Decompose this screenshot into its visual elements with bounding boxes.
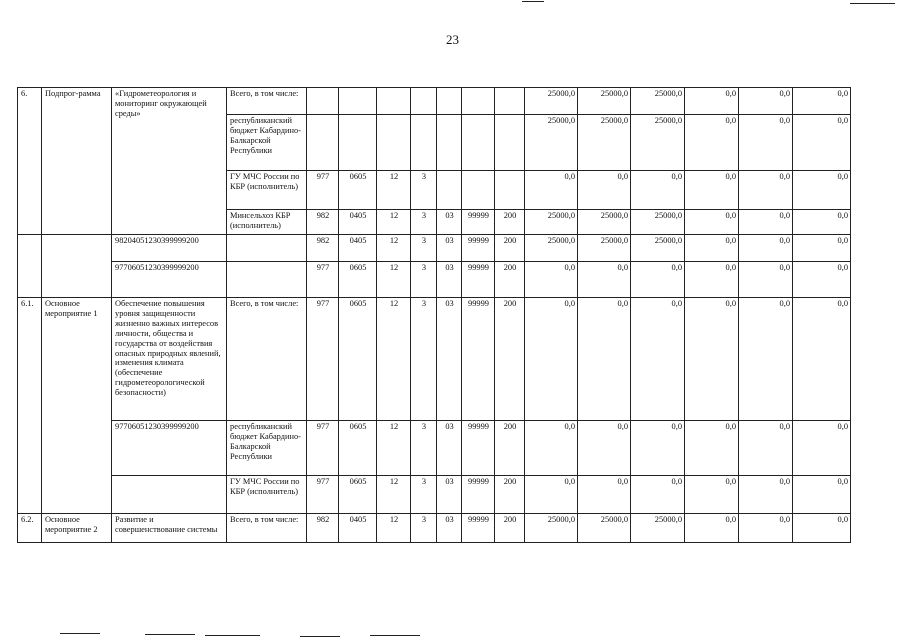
- cell-grbs: [307, 88, 339, 115]
- cell-gp: 12: [377, 421, 411, 476]
- cell-vr: 200: [495, 421, 525, 476]
- cell-om: [437, 88, 462, 115]
- value-4: 0,0: [685, 235, 739, 262]
- value-2: 25000,0: [578, 210, 631, 235]
- row-number: 6.: [18, 88, 42, 235]
- funding-source: ГУ МЧС России по КБР (исполнитель): [227, 171, 307, 210]
- budget-table: [17, 87, 851, 543]
- value-5: 0,0: [739, 171, 793, 210]
- row-name: «Гидрометеорология и мониторинг окружающей среды»: [112, 88, 227, 235]
- cell-grbs: 977: [307, 476, 339, 514]
- row-name: Обеспечение повышения уровня защищенности жизненно важных интересов личности, общества и государства от воздействия опасных природных явлений, изменения климата (обеспечение гидрометеорологической безопасности): [112, 298, 227, 421]
- cell-gp: 12: [377, 171, 411, 210]
- cell-grbs: [307, 115, 339, 171]
- cell-vr: [495, 115, 525, 171]
- value-3: 0,0: [631, 171, 685, 210]
- value-2: 25000,0: [578, 88, 631, 115]
- value-6: 0,0: [793, 421, 851, 476]
- value-3: 25000,0: [631, 115, 685, 171]
- cell-rzpr: 0405: [339, 514, 377, 543]
- value-4: 0,0: [685, 88, 739, 115]
- value-5: 0,0: [739, 262, 793, 298]
- value-1: 0,0: [525, 262, 578, 298]
- value-3: 0,0: [631, 476, 685, 514]
- row-code: 98204051230399999200: [112, 235, 227, 262]
- value-6: 0,0: [793, 235, 851, 262]
- value-3: 0,0: [631, 262, 685, 298]
- cell-gp: [377, 88, 411, 115]
- value-5: 0,0: [739, 210, 793, 235]
- cell-om: [437, 115, 462, 171]
- funding-source: Всего, в том числе:: [227, 88, 307, 115]
- row-type: Основное мероприятие 2: [42, 514, 112, 543]
- cell-gp: 12: [377, 476, 411, 514]
- cell-gp: 12: [377, 210, 411, 235]
- value-5: 0,0: [739, 88, 793, 115]
- value-4: 0,0: [685, 171, 739, 210]
- value-2: 0,0: [578, 171, 631, 210]
- value-3: 0,0: [631, 421, 685, 476]
- row-code: [112, 476, 227, 514]
- cell-om: 03: [437, 476, 462, 514]
- value-3: 25000,0: [631, 235, 685, 262]
- value-1: 25000,0: [525, 235, 578, 262]
- cell-pgp: 3: [411, 235, 437, 262]
- scan-artifact-line: [60, 633, 100, 634]
- value-6: 0,0: [793, 171, 851, 210]
- cell-om: 03: [437, 262, 462, 298]
- cell-pgp: 3: [411, 262, 437, 298]
- value-2: 25000,0: [578, 514, 631, 543]
- row-number: 6.2.: [18, 514, 42, 543]
- value-6: 0,0: [793, 298, 851, 421]
- value-1: 25000,0: [525, 88, 578, 115]
- cell-nr: 99999: [462, 298, 495, 421]
- cell-pgp: [411, 88, 437, 115]
- cell-nr: 99999: [462, 421, 495, 476]
- cell-gp: 12: [377, 514, 411, 543]
- funding-source: Всего, в том числе:: [227, 298, 307, 421]
- funding-source: республиканский бюджет Кабардино-Балкарской Республики: [227, 115, 307, 171]
- cell-om: [437, 171, 462, 210]
- cell-gp: [377, 115, 411, 171]
- cell-grbs: 982: [307, 514, 339, 543]
- funding-source: [227, 262, 307, 298]
- cell-rzpr: 0605: [339, 298, 377, 421]
- value-6: 0,0: [793, 210, 851, 235]
- table-row: [18, 88, 851, 115]
- value-5: 0,0: [739, 476, 793, 514]
- funding-source: Всего, в том числе:: [227, 514, 307, 543]
- row-type: Основное мероприятие 1: [42, 298, 112, 514]
- value-5: 0,0: [739, 514, 793, 543]
- value-2: 25000,0: [578, 115, 631, 171]
- scan-artifact-line: [370, 635, 420, 636]
- value-4: 0,0: [685, 421, 739, 476]
- cell-rzpr: [339, 88, 377, 115]
- value-2: 25000,0: [578, 235, 631, 262]
- cell-vr: 200: [495, 262, 525, 298]
- cell-rzpr: 0605: [339, 171, 377, 210]
- cell-vr: 200: [495, 298, 525, 421]
- value-4: 0,0: [685, 514, 739, 543]
- value-5: 0,0: [739, 421, 793, 476]
- value-4: 0,0: [685, 298, 739, 421]
- scan-artifact-line: [522, 1, 544, 2]
- value-6: 0,0: [793, 476, 851, 514]
- cell-rzpr: 0605: [339, 421, 377, 476]
- cell-vr: [495, 88, 525, 115]
- funding-source: [227, 235, 307, 262]
- scan-artifact-line: [850, 3, 895, 4]
- value-1: 25000,0: [525, 115, 578, 171]
- value-1: 0,0: [525, 298, 578, 421]
- value-5: 0,0: [739, 298, 793, 421]
- cell-pgp: 3: [411, 476, 437, 514]
- cell-gp: 12: [377, 298, 411, 421]
- row-type: Подпрог-раммa: [42, 88, 112, 235]
- cell-rzpr: [339, 115, 377, 171]
- value-4: 0,0: [685, 210, 739, 235]
- cell-nr: [462, 88, 495, 115]
- funding-source: Минсельхоз КБР (исполнитель): [227, 210, 307, 235]
- value-3: 25000,0: [631, 514, 685, 543]
- cell-grbs: 982: [307, 235, 339, 262]
- cell-om: 03: [437, 421, 462, 476]
- cell-pgp: 3: [411, 421, 437, 476]
- funding-source: ГУ МЧС России по КБР (исполнитель): [227, 476, 307, 514]
- value-1: 25000,0: [525, 210, 578, 235]
- cell-nr: [462, 171, 495, 210]
- value-4: 0,0: [685, 476, 739, 514]
- value-5: 0,0: [739, 115, 793, 171]
- cell-nr: 99999: [462, 476, 495, 514]
- cell-grbs: 977: [307, 262, 339, 298]
- cell-vr: 200: [495, 476, 525, 514]
- table-row: [18, 421, 851, 476]
- cell-nr: 99999: [462, 514, 495, 543]
- row-number: [18, 235, 42, 298]
- value-2: 0,0: [578, 262, 631, 298]
- cell-grbs: 977: [307, 298, 339, 421]
- cell-pgp: 3: [411, 514, 437, 543]
- table-row: [18, 476, 851, 514]
- cell-om: 03: [437, 298, 462, 421]
- value-1: 25000,0: [525, 514, 578, 543]
- cell-nr: 99999: [462, 210, 495, 235]
- cell-om: 03: [437, 235, 462, 262]
- value-2: 0,0: [578, 298, 631, 421]
- cell-nr: [462, 115, 495, 171]
- table-row: [18, 298, 851, 421]
- cell-vr: 200: [495, 235, 525, 262]
- scan-artifact-line: [300, 636, 340, 637]
- cell-pgp: 3: [411, 210, 437, 235]
- cell-vr: 200: [495, 514, 525, 543]
- value-4: 0,0: [685, 262, 739, 298]
- cell-om: 03: [437, 210, 462, 235]
- cell-rzpr: 0605: [339, 476, 377, 514]
- scan-artifact-line: [205, 635, 260, 636]
- value-6: 0,0: [793, 514, 851, 543]
- scan-artifact-line: [145, 634, 195, 635]
- funding-source: республиканский бюджет Кабардино-Балкарской Республики: [227, 421, 307, 476]
- cell-pgp: 3: [411, 171, 437, 210]
- cell-om: 03: [437, 514, 462, 543]
- cell-vr: [495, 171, 525, 210]
- value-2: 0,0: [578, 421, 631, 476]
- cell-nr: 99999: [462, 262, 495, 298]
- value-6: 0,0: [793, 262, 851, 298]
- row-number: 6.1.: [18, 298, 42, 514]
- row-name: Развитие и совершенствование системы: [112, 514, 227, 543]
- cell-nr: 99999: [462, 235, 495, 262]
- row-type: [42, 235, 112, 298]
- cell-pgp: [411, 115, 437, 171]
- value-3: 25000,0: [631, 88, 685, 115]
- cell-grbs: 982: [307, 210, 339, 235]
- value-4: 0,0: [685, 115, 739, 171]
- value-1: 0,0: [525, 476, 578, 514]
- value-6: 0,0: [793, 115, 851, 171]
- table-row: [18, 262, 851, 298]
- cell-grbs: 977: [307, 171, 339, 210]
- cell-rzpr: 0605: [339, 262, 377, 298]
- value-6: 0,0: [793, 88, 851, 115]
- cell-rzpr: 0405: [339, 210, 377, 235]
- value-5: 0,0: [739, 235, 793, 262]
- value-1: 0,0: [525, 171, 578, 210]
- value-3: 0,0: [631, 298, 685, 421]
- page-number: 23: [446, 32, 459, 47]
- cell-pgp: 3: [411, 298, 437, 421]
- table-row: [18, 235, 851, 262]
- row-code: 97706051230399999200: [112, 421, 227, 476]
- cell-vr: 200: [495, 210, 525, 235]
- value-2: 0,0: [578, 476, 631, 514]
- value-1: 0,0: [525, 421, 578, 476]
- value-3: 25000,0: [631, 210, 685, 235]
- cell-gp: 12: [377, 235, 411, 262]
- cell-gp: 12: [377, 262, 411, 298]
- table-row: [18, 514, 851, 543]
- cell-grbs: 977: [307, 421, 339, 476]
- row-code: 97706051230399999200: [112, 262, 227, 298]
- cell-rzpr: 0405: [339, 235, 377, 262]
